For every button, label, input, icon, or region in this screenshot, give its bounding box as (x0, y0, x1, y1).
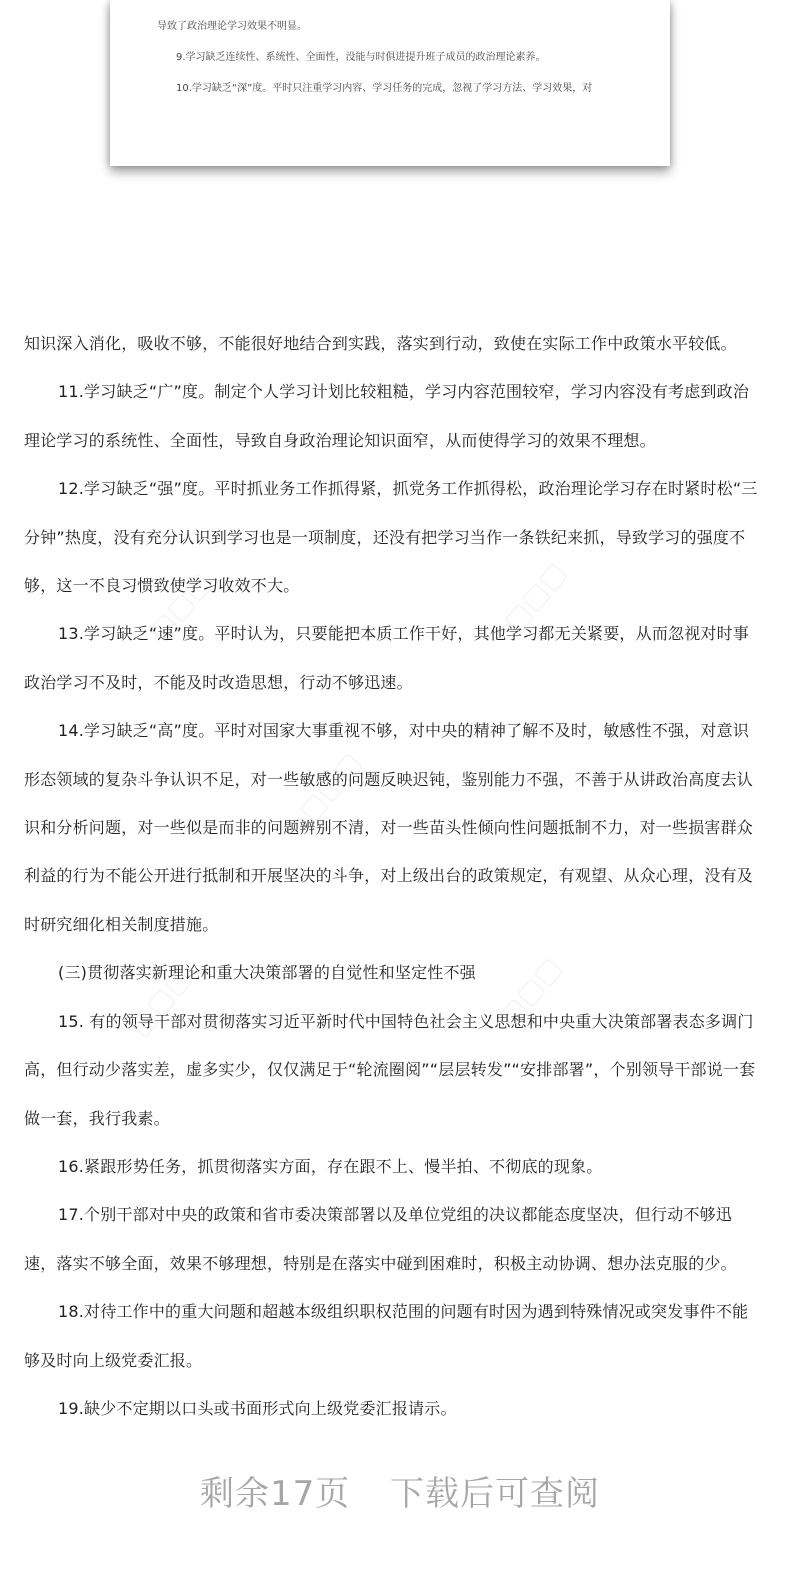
section-heading: (三)贯彻落实新理论和重大决策部署的自觉性和坚定性不强 (58, 963, 476, 983)
preview-line: 10.学习缺乏“深”度。平时只注重学习内容、学习任务的完成，忽视了学习方法、学习效果，对 (176, 83, 593, 94)
remaining-pages-text: 剩余17页 (199, 1474, 351, 1514)
page-preview-card (110, 0, 670, 166)
document-body (24, 320, 764, 1433)
paragraph: 知识深入消化，吸收不够，不能很好地结合到实践，落实到行动，致使在实际工作中政策水平较低。 (24, 334, 737, 353)
paragraph: 11.学习缺乏“广”度。制定个人学习计划比较粗糙，学习内容范围较窄，学习内容没有考虑到政治理论学习的系统性、全面性，导致自身政治理论知识面窄，从而使得学习的效果不理想。 (24, 382, 750, 450)
preview-line: 9.学习缺乏连续性、系统性、全面性，没能与时俱进提升班子成员的政治理论素养。 (176, 52, 546, 63)
paragraph: 16.紧跟形势任务，抓贯彻落实方面，存在跟不上、慢半拍、不彻底的现象。 (58, 1156, 603, 1176)
remaining-pages-banner[interactable] (0, 1466, 800, 1515)
download-prompt-text: 下载后可查阅 (390, 1474, 601, 1514)
paragraph: 17.个别干部对中央的政策和省市委决策部署以及单位党组的决议都能态度坚决，但行动不够迅速，落实不够全面，效果不够理想，特别是在落实中碰到困难时，积极主动协调、想办法克服的少。 (24, 1205, 737, 1273)
preview-line: 导致了政治理论学习效果不明显。 (157, 21, 307, 32)
paragraph: 19.缺少不定期以口头或书面形式向上级党委汇报请示。 (58, 1398, 457, 1418)
paragraph: 12.学习缺乏“强”度。平时抓业务工作抓得紧，抓党务工作抓得松，政治理论学习存在时紧时松“三分钟”热度，没有充分认识到学习也是一项制度，还没有把学习当作一条铁纪来抓，导致学习的强度不够，这一不良习惯致使学习收效不大。 (24, 479, 758, 596)
paragraph: 13.学习缺乏“速”度。平时认为，只要能把本质工作干好，其他学习都无关紧要，从而忽视对时事政治学习不及时，不能及时改造思想，行动不够迅速。 (24, 624, 750, 692)
paragraph: 14.学习缺乏“高”度。平时对国家大事重视不够，对中央的精神了解不及时，敏感性不强，对意识形态领域的复杂斗争认识不足，对一些敏感的问题反映迟钝，鉴别能力不强，不善于从讲政治高度去认识和分析问题，对一些似是而非的问题辨别不清，对一些苗头性倾向性问题抵制不力，对一些损害群众利益的行为不能公开进行抵制和开展坚决的斗争，对上级出台的政策规定，有观望、从众心理，没有及时研究细化相关制度措施。 (24, 721, 754, 934)
paragraph: 18.对待工作中的重大问题和超越本级组织职权范围的问题有时因为遇到特殊情况或突发事件不能够及时向上级党委汇报。 (24, 1302, 749, 1370)
paragraph: 15. 有的领导干部对贯彻落实习近平新时代中国特色社会主义思想和中央重大决策部署表态多调门高，但行动少落实差，虚多实少，仅仅满足于“轮流圈阅”“层层转发”“安排部署”，个别领导干部说一套做一套，我行我素。 (24, 1011, 756, 1128)
